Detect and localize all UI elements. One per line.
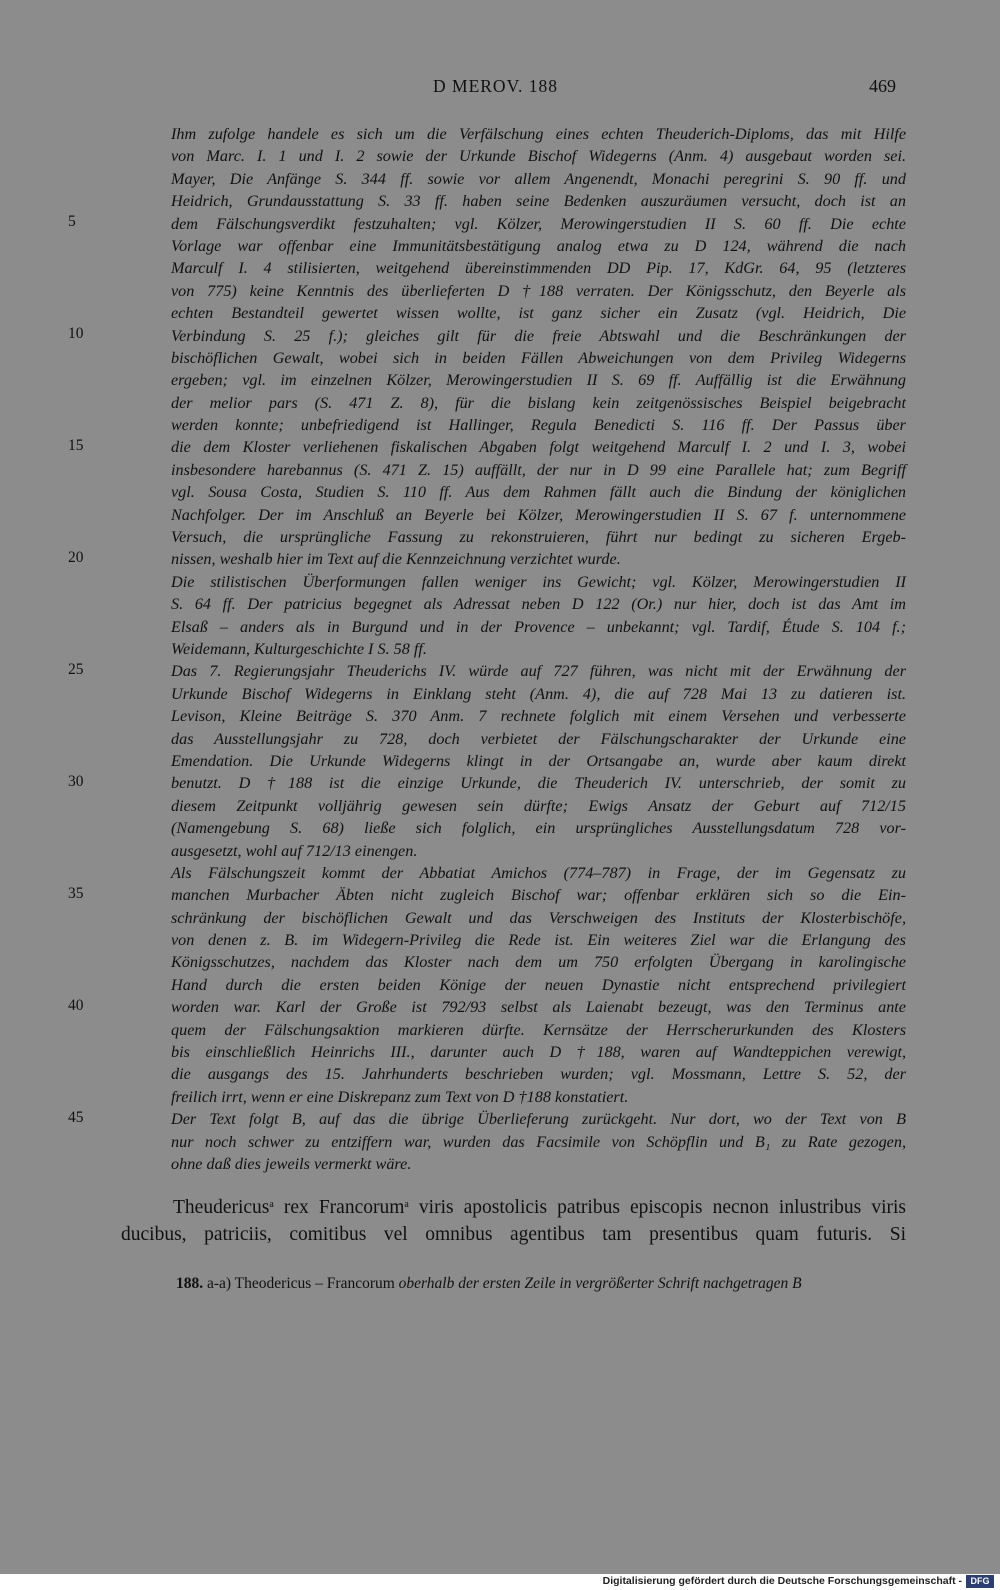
line-number: 40 [68, 996, 84, 1014]
commentary-line: Heidrich, Grundausstattung S. 33 ff. haben seine Bedenken auszuräumen versucht, doch ist an [171, 192, 906, 211]
commentary-line: insbesondere harebannus (S. 471 Z. 15) auffällt, der nur in D 99 eine Parallele hat; zum Begriff [171, 460, 906, 479]
commentary-line: von denen z. B. im Widegern-Privileg die Rede ist. Ein weiteres Ziel war die Erlangung des [171, 931, 906, 950]
commentary-line: schränkung der bischöflichen Gewalt und das Verschweigen des Instituts der Klosterbischöfe, [171, 908, 906, 927]
body-text-segment: rex Francorum [273, 1197, 405, 1218]
commentary-line: Weidemann, Kulturgeschichte I S. 58 ff. [171, 639, 427, 658]
commentary-line: werden konnte; unbefriedigend ist Hallinger, Regula Benedicti S. 116 ff. Der Passus über [171, 416, 906, 435]
commentary-line: nur noch schwer zu entziffern war, wurden das Facsimile von Schöpflin und B₁ zu Rate gezogen, [171, 1132, 906, 1151]
commentary-line: echten Bestandteil gewertet wissen wollte, ist ganz sicher ein Zusatz (vgl. Heidrich, Die [171, 304, 906, 323]
edition-text-line [121, 1194, 906, 1221]
commentary-line: Levison, Kleine Beiträge S. 370 Anm. 7 rechnete folglich mit einem Versehen und verbesserte [171, 707, 906, 726]
commentary-line: dem Fälschungsverdikt festzuhalten; vgl. Kölzer, Merowingerstudien II S. 60 ff. Die echte [171, 214, 906, 233]
line-number: 25 [68, 660, 84, 678]
commentary-line: quem der Fälschungsaktion markieren dürfte. Kernsätze der Herrscherurkunden des Klosters [171, 1020, 906, 1039]
body-word-theudericus: Theudericus [173, 1197, 270, 1218]
commentary-line: Nachfolger. Der im Anschluß an Beyerle bei Kölzer, Merowingerstudien II S. 67 f. unternommene [171, 505, 906, 524]
commentary-line: die dem Kloster verliehenen fiskalischen Abgaben folgt weitgehend Marculf I. 2 und I. 3, wobei [171, 438, 906, 457]
commentary-line: ergeben; vgl. im einzelnen Kölzer, Merowingerstudien II S. 69 ff. Auffällig ist die Erwähnung [171, 371, 906, 390]
commentary-line: ohne daß dies jeweils vermerkt wäre. [171, 1154, 412, 1173]
line-number: 5 [68, 212, 76, 230]
commentary-line: ausgesetzt, wohl auf 712/13 einengen. [171, 841, 418, 860]
commentary-line: Das 7. Regierungsjahr Theuderichs IV. würde auf 727 führen, was nicht mit der Erwähnung der [171, 662, 906, 681]
credit-bar [0, 1574, 1000, 1590]
dfg-logo-icon: DFG [966, 1575, 994, 1588]
commentary-line: Urkunde Bischof Widegerns in Einklang steht (Anm. 4), die auf 728 Mai 13 zu datieren ist. [171, 684, 906, 703]
commentary-line: diesem Zeitpunkt volljährig gewesen sein dürfte; Ewigs Ansatz der Geburt auf 712/15 [171, 796, 906, 815]
line-number: 10 [68, 324, 84, 342]
footnote-number: 188. [176, 1275, 204, 1292]
commentary-line: bis einschließlich Heinrichs III., darunter auch D †188, waren auf Wandteppichen verewigt, [171, 1043, 906, 1062]
commentary-line: der melior pars (S. 471 Z. 8), für die bislang kein zeitgenössisches Beispiel beigebracht [171, 393, 906, 412]
line-number: 20 [68, 548, 84, 566]
line-number: 15 [68, 436, 84, 454]
commentary-line: Mayer, Die Anfänge S. 344 ff. sowie vor allem Angenendt, Monachi peregrini S. 90 ff. und [171, 169, 906, 188]
commentary-line: vgl. Sousa Costa, Studien S. 110 ff. Aus dem Rahmen fällt auch die Bindung der königlichen [171, 483, 906, 502]
commentary-line: freilich irrt, wenn er eine Diskrepanz zum Text von D †188 konstatiert. [171, 1087, 629, 1106]
page-number: 469 [869, 76, 896, 96]
footnote-note: oberhalb der ersten Zeile in vergrößerter Schrift nachgetragen B [398, 1275, 802, 1292]
commentary-line: Versuch, die ursprüngliche Fassung zu rekonstruieren, führt nur bedingt zu sicheren Ergeb- [171, 528, 906, 547]
commentary-line: (Namengebung S. 68) ließe sich folglich, ein ursprüngliches Ausstellungsdatum 728 vor- [171, 819, 906, 838]
commentary-line: Ihm zufolge handele es sich um die Verfälschung eines echten Theuderich-Diploms, das mit Hilfe [171, 125, 906, 143]
commentary-line: Vorlage war offenbar eine Immunitätsbestätigung analog etwa zu D 124, während die nach [171, 236, 906, 255]
commentary-line: von 775) keine Kenntnis des überlieferten D †188 verraten. Der Königsschutz, den Beyerle als [171, 281, 906, 300]
commentary-line: Verbindung S. 25 f.); gleiches gilt für die freie Abtswahl und die Beschränkungen der [171, 326, 906, 345]
line-number: 45 [68, 1108, 84, 1126]
commentary-line: benutzt. D †188 ist die einzige Urkunde, die Theuderich IV. unterschrieb, der somit zu [171, 774, 906, 793]
edition-text-line: ducibus, patriciis, comitibus vel omnibus agentibus tam presentibus quam futuris. Si [121, 1224, 906, 1245]
funding-credit: Digitalisierung gefördert durch die Deutsche Forschungsgemeinschaft - [602, 1575, 962, 1587]
commentary-line: Als Fälschungszeit kommt der Abbatiat Amichos (774–787) in Frage, der im Gegensatz zu [171, 863, 906, 882]
commentary-line: Elsaß – anders als in Burgund und in der Provence – unbekannt; vgl. Tardif, Étude S. 104 f.; [171, 617, 906, 636]
commentary-line: das Ausstellungsjahr zu 728, doch verbietet der Fälschungscharakter der Urkunde eine [171, 729, 906, 748]
commentary-line: Hand durch die ersten beiden Könige der neuen Dynastie nicht entsprechend privilegiert [171, 975, 906, 994]
commentary-line: Der Text folgt B, auf das die übrige Überlieferung zurückgeht. Nur dort, wo der Text von B [171, 1110, 906, 1129]
commentary-line: worden war. Karl der Große ist 792/93 selbst als Laienabt bezeugt, was den Terminus ante [171, 998, 906, 1017]
commentary-line: Emendation. Die Urkunde Widegerns klingt in der Ortsangabe an, wurde aber kaum direkt [171, 751, 906, 770]
apparatus-siglum: a [404, 1199, 409, 1210]
line-number: 30 [68, 772, 84, 790]
edition-text [121, 1194, 906, 1248]
running-head-title: D MEROV. 188 [433, 76, 558, 96]
commentary-line: die ausgangs des 15. Jahrhunderts beschrieben wurden; vgl. Mossmann, Lettre S. 52, der [171, 1065, 906, 1084]
commentary-line: bischöflichen Gewalt, wobei sich in beiden Fällen Abweichungen von dem Privileg Widegerns [171, 348, 906, 367]
line-number: 35 [68, 884, 84, 902]
commentary-line: S. 64 ff. Der patricius begegnet als Adressat neben D 122 (Or.) nur hier, doch ist das Amt im [171, 595, 906, 614]
commentary-line: nissen, weshalb hier im Text auf die Kennzeichnung verzichtet wurde. [171, 550, 621, 569]
commentary-line: Die stilistischen Überformungen fallen weniger ins Gewicht; vgl. Kölzer, Merowingerstudien II [171, 572, 906, 591]
commentary-line: manchen Murbacher Äbten nicht zugleich Bischof war; offenbar erklären sich so die Ein- [171, 886, 906, 905]
critical-apparatus-footnote [176, 1275, 906, 1293]
apparatus-siglum: a [269, 1199, 274, 1210]
body-text-segment: viris apostolicis patribus episcopis necnon inlustribus viris [408, 1197, 906, 1218]
commentary-line: von Marc. I. 1 und I. 2 sowie der Urkunde Bischof Widegerns (Anm. 4) ausgebaut worden sei. [171, 147, 906, 166]
commentary-line: Marculf I. 4 stilisierten, weitgehend übereinstimmenden DD Pip. 17, KdGr. 64, 95 (letzteres [171, 259, 906, 278]
commentary-line: Königsschutzes, nachdem das Kloster nach dem um 750 erfolgten Übergang in karolingische [171, 953, 906, 972]
commentary-block [171, 123, 906, 1175]
footnote-reference: a-a) Theodericus – Francorum [203, 1275, 399, 1292]
